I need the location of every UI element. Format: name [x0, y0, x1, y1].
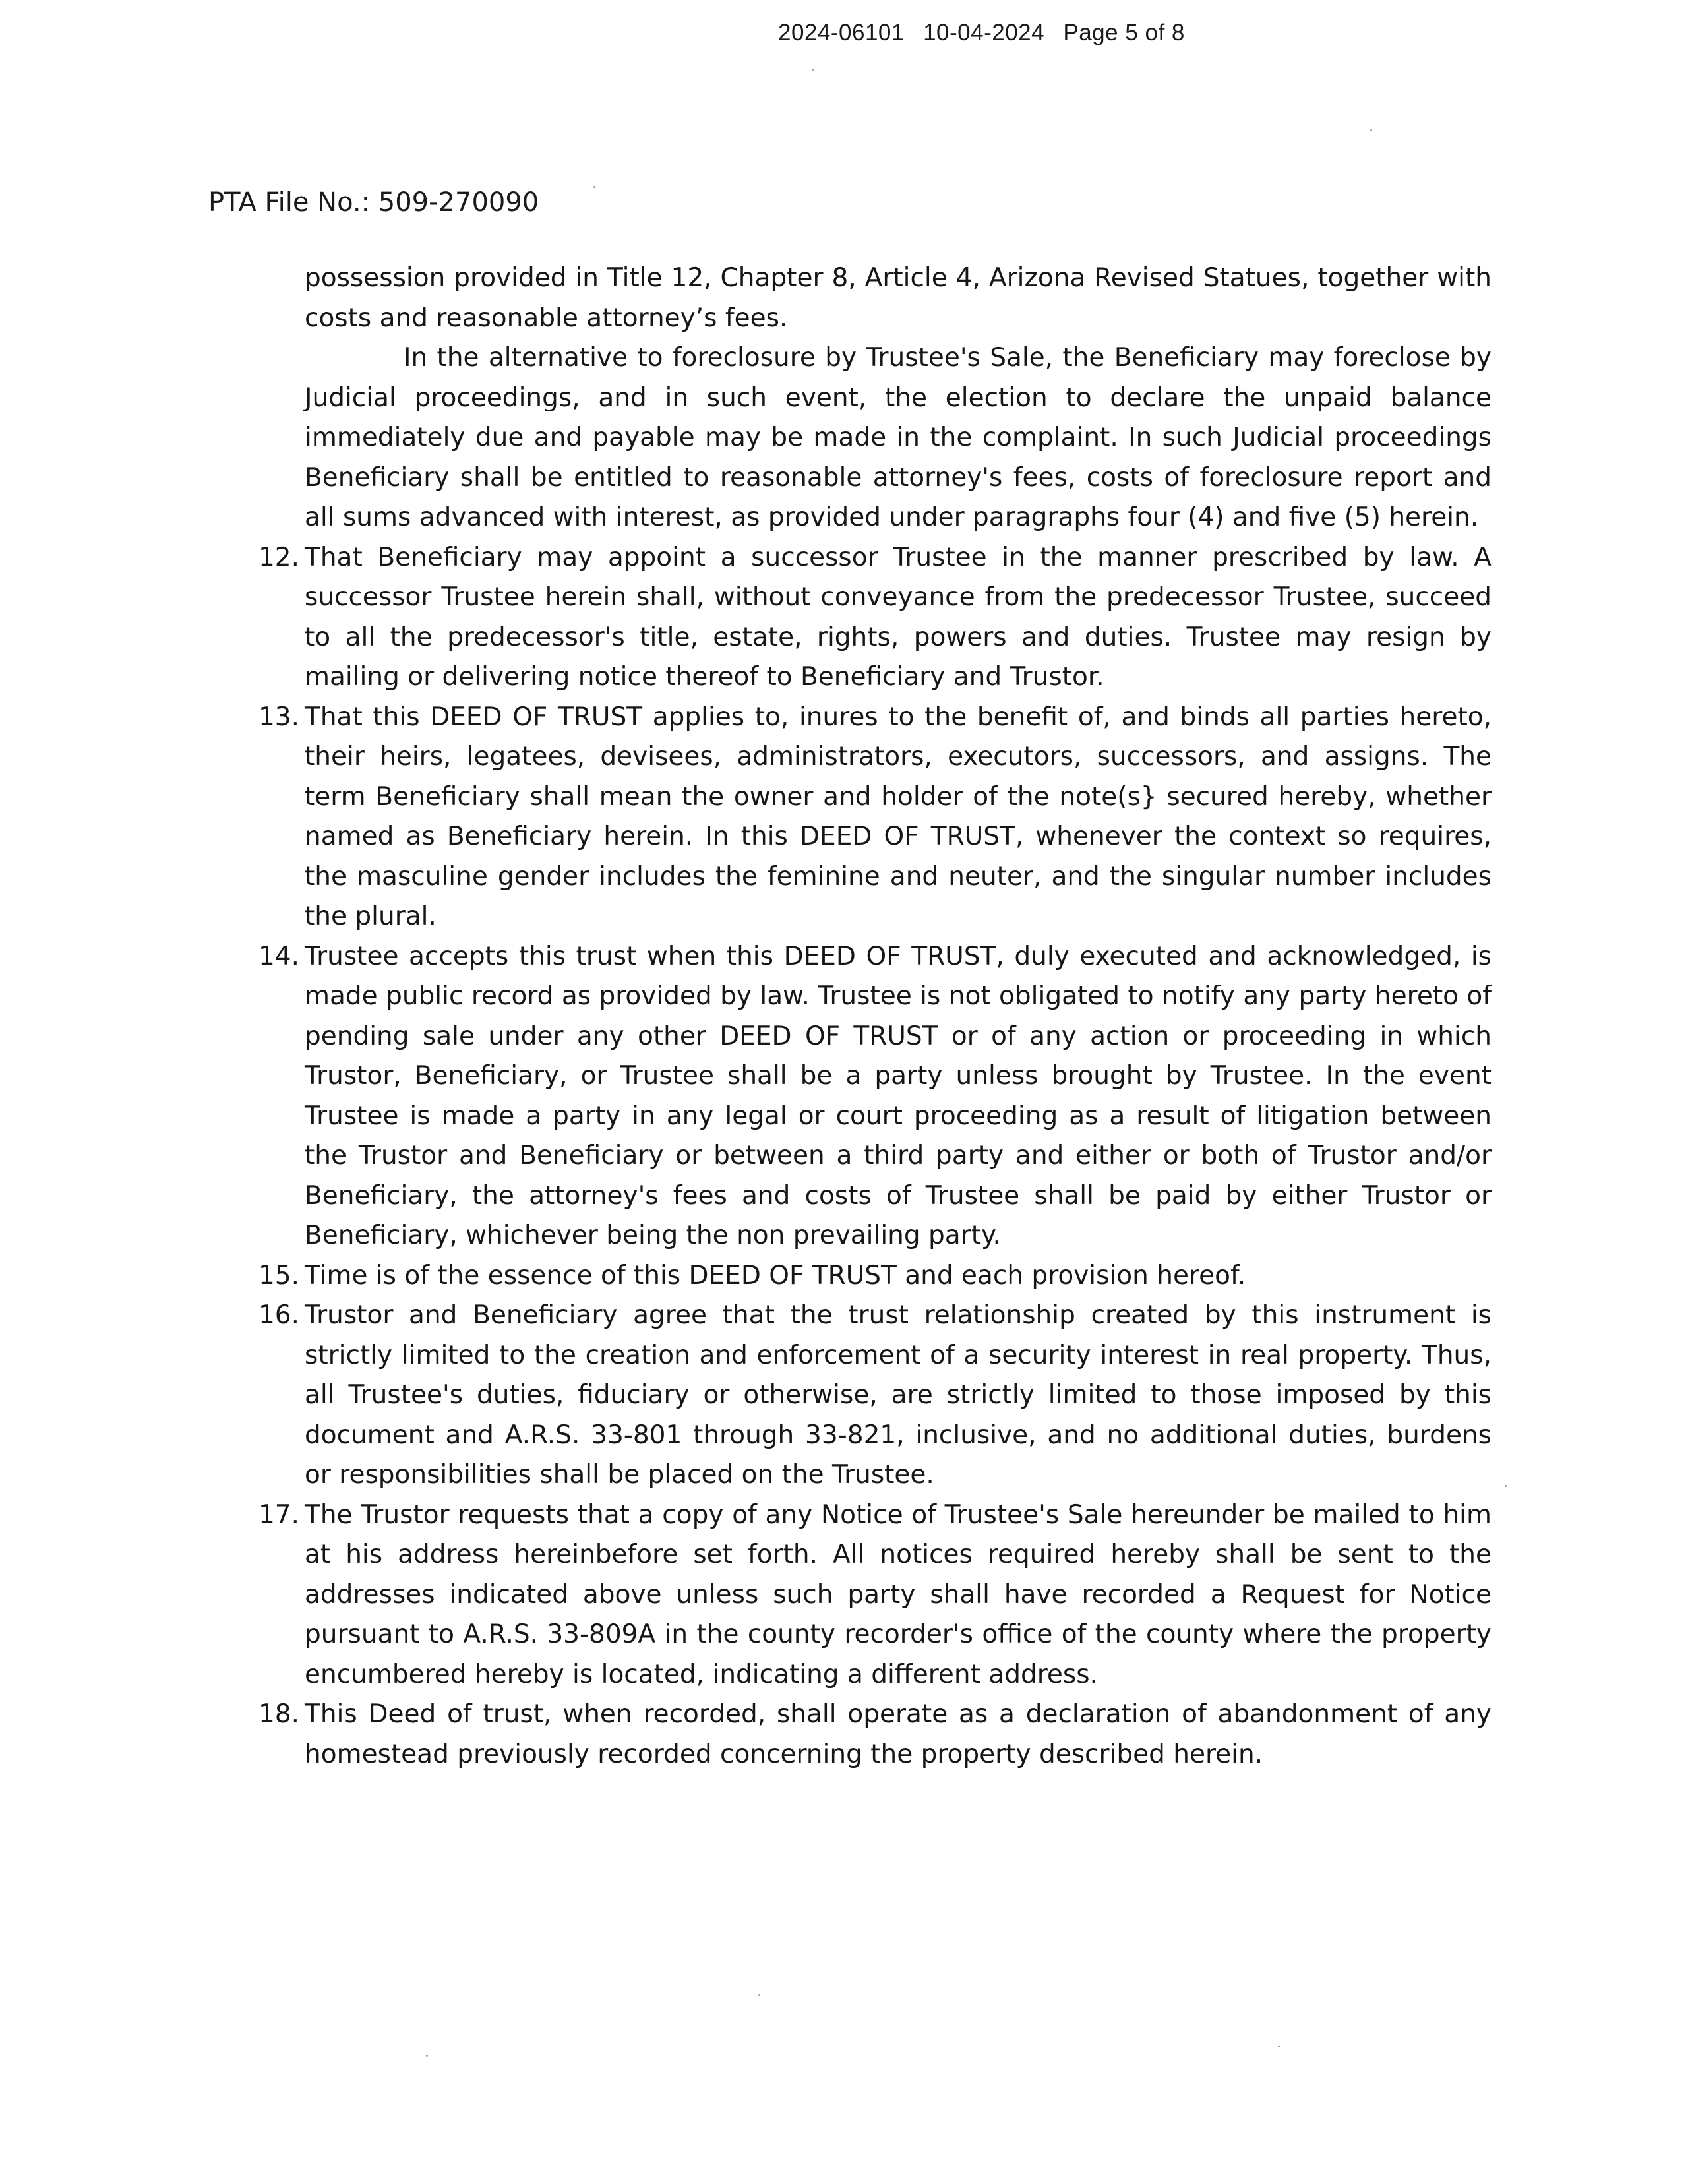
continuation-paragraph: possession provided in Title 12, Chapter 8, Article 4, Arizona Revised Statues, together with costs and reasonable attorney’s fees.: [305, 263, 1492, 333]
file-number: PTA File No.: 509-270090: [208, 187, 539, 218]
clause-item: [258, 937, 1492, 1256]
scan-speck: [1370, 129, 1372, 131]
clause-text: Time is of the essence of this DEED OF TRUST and each provision hereof.: [305, 1260, 1246, 1290]
clause-text: That Beneficiary may appoint a successor Trustee in the manner prescribed by law. A successor Trustee herein shall, without conveyance from the predecessor Trustee, succeed to all the predecessor's title, estate, rights, powers and duties. Trustee may resign by mailing or delivering notice thereof to Beneficiary and Trustor.: [305, 542, 1492, 692]
clause-number: 17.: [258, 1500, 299, 1530]
alternative-paragraph: In the alternative to foreclosure by Trustee's Sale, the Beneficiary may foreclose by Judicial proceedings, and in such event, the election to declare the unpaid balance immediately due and payable may be made in the complaint. In such Judicial proceedings Beneficiary shall be entitled to reasonable attorney's fees, costs of foreclosure report and all sums advanced with interest, as provided under paragraphs four (4) and five (5) herein.: [305, 343, 1492, 532]
clause-number: 18.: [258, 1699, 299, 1729]
clause-item: [258, 1496, 1492, 1695]
clause-item: [258, 698, 1492, 937]
clause-text: Trustor and Beneficiary agree that the trust relationship created by this instrument is strictly limited to the creation and enforcement of a security interest in real property. Thus, all Trustee's duties, fiduciary or otherwise, are strictly limited to those imposed by this document and A.R.S. 33-801 through 33-821, inclusive, and no additional duties, burdens or responsibilities shall be placed on the Trustee.: [305, 1300, 1492, 1490]
clause-number: 15.: [258, 1260, 299, 1290]
clause-number: 14.: [258, 941, 299, 971]
clause-item: [258, 1296, 1492, 1496]
clause-number: 13.: [258, 702, 299, 732]
clause-text: This Deed of trust, when recorded, shall operate as a declaration of abandonment of any homestead previously recorded concerning the property described herein.: [305, 1699, 1492, 1769]
page-indicator: Page 5 of 8: [1063, 20, 1185, 46]
clause-item: [258, 1256, 1492, 1296]
scan-speck: [593, 186, 595, 188]
document-number: 2024-06101: [778, 20, 905, 46]
clause-list: [258, 538, 1492, 1775]
recording-header: [778, 20, 1197, 46]
document-body: [258, 258, 1492, 1774]
scan-speck: [812, 69, 814, 71]
clause-text: The Trustor requests that a copy of any Notice of Trustee's Sale hereunder be mailed to him at his address hereinbefore set forth. All notices required hereby shall be sent to the addresses indicated above unless such party shall have recorded a Request for Notice pursuant to A.R.S. 33-809A in the county recorder's office of the county where the property encumbered hereby is located, indicating a different address.: [305, 1500, 1492, 1689]
scan-speck: [426, 2055, 428, 2057]
clause-number: 12.: [258, 542, 299, 572]
clause-item: [258, 538, 1492, 698]
clause-text: Trustee accepts this trust when this DEED OF TRUST, duly executed and acknowledged, is made public record as provided by law. Trustee is not obligated to notify any party hereto of pending sale under any other DEED OF TRUST or of any action or proceeding in which Trustor, Beneficiary, or Trustee shall be a party unless brought by Trustee. In the event Trustee is made a party in any legal or court proceeding as a result of litigation between the Trustor and Beneficiary or between a third party and either or both of Trustor and/or Beneficiary, the attorney's fees and costs of Trustee shall be paid by either Trustor or Beneficiary, whichever being the non prevailing party.: [305, 941, 1492, 1250]
recording-date: 10-04-2024: [923, 20, 1045, 46]
scan-speck: [1278, 2046, 1280, 2048]
clause-number: 16.: [258, 1300, 299, 1330]
scan-speck: [1505, 1485, 1507, 1487]
scan-speck: [758, 1994, 760, 1996]
clause-item: [258, 1695, 1492, 1774]
clause-text: That this DEED OF TRUST applies to, inures to the benefit of, and binds all parties hereto, their heirs, legatees, devisees, administrators, executors, successors, and assigns. The term Beneficiary shall mean the owner and holder of the note(s} secured hereby, whether named as Beneficiary herein. In this DEED OF TRUST, whenever the context so requires, the masculine gender includes the feminine and neuter, and the singular number includes the plural.: [305, 702, 1492, 931]
